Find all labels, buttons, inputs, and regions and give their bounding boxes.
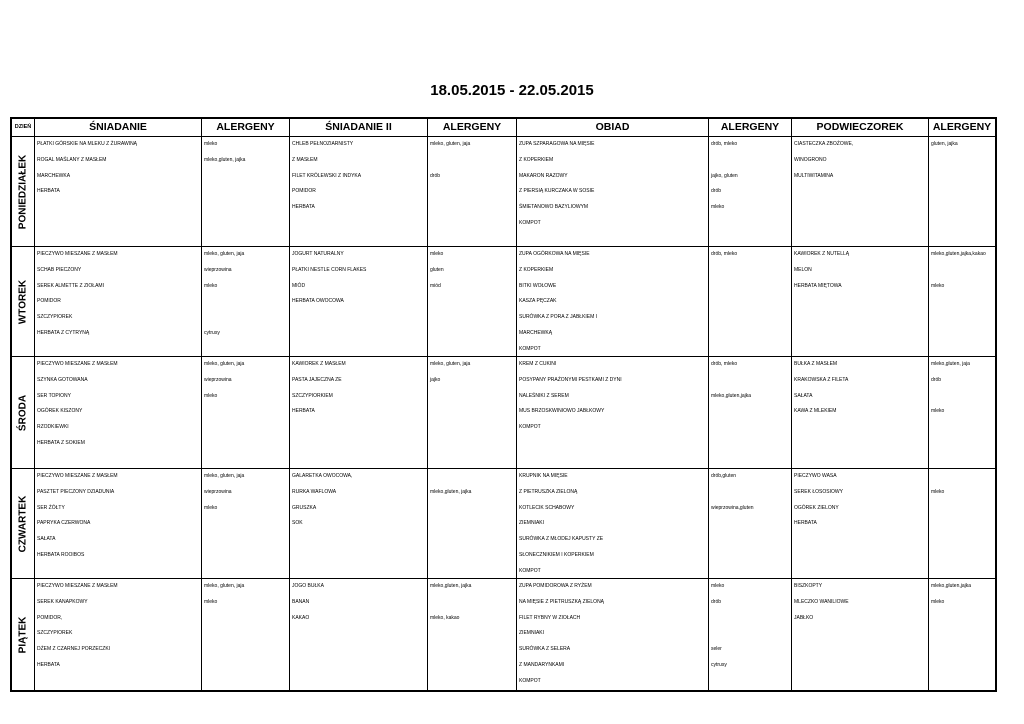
- menu-line: SZCZYPIORKIEM: [292, 392, 333, 399]
- header-podwieczorek: PODWIECZOREK: [816, 121, 904, 133]
- menu-line: PŁATKI NESTLE CORN FLAKES: [292, 266, 367, 273]
- menu-cell-obiad: [517, 469, 708, 578]
- menu-cell-alergeny2: [428, 469, 516, 578]
- menu-line: MAKARON RAZOWY: [519, 172, 568, 179]
- menu-line: MARCHEWKA: [37, 172, 71, 179]
- menu-line: ZIEMNIAKI: [519, 630, 545, 637]
- menu-line: KOMPOT: [519, 424, 541, 431]
- menu-line: ZUPA OGÓRKOWA NA MIĘSIE: [519, 251, 590, 257]
- menu-cell-alergeny2: [428, 247, 516, 356]
- menu-line: KOMPOT: [519, 677, 541, 684]
- menu-line: POSYPANY PRAŻONYMI PESTKAMI Z DYNI: [519, 376, 622, 383]
- menu-line: Z MANDARYNKAMI: [519, 661, 565, 668]
- menu-line: drób, mleko: [711, 361, 738, 367]
- menu-line: Z PIETRUSZKA ZIELONĄ: [519, 488, 578, 495]
- menu-cell-alergeny2: [428, 357, 516, 468]
- menu-line: HERBATA: [794, 520, 817, 527]
- menu-line: SŁONECZNIKIEM I KOPERKIEM: [519, 551, 594, 558]
- header-sniadanie: ŚNIADANIE: [89, 121, 147, 133]
- day-label: [12, 469, 34, 578]
- menu-line: ROGAL MAŚLANY Z MASŁEM: [37, 156, 107, 163]
- menu-cell-alergeny1: [202, 137, 289, 246]
- menu-line: cytrusy: [711, 661, 727, 668]
- menu-line: [428, 153, 516, 169]
- menu-line: [929, 263, 995, 279]
- menu-line: NALEŚNIKI Z SEREM: [519, 392, 569, 399]
- menu-line: KRAKOWSKA Z FILETA: [794, 376, 849, 383]
- menu-line: HERBATA: [37, 188, 60, 195]
- menu-line: OGÓREK ZIELONY: [794, 504, 839, 511]
- menu-cell-alergeny3: [709, 579, 791, 690]
- menu-line: KAWA Z MLEKIEM: [794, 408, 837, 415]
- menu-line: POMIDOR: [37, 298, 61, 305]
- day-name: WTOREK: [17, 279, 29, 324]
- page-title: 18.05.2015 - 22.05.2015: [430, 82, 594, 99]
- menu-line: PIECZYWO WASA: [794, 473, 837, 479]
- menu-line: mleko,gluten, jajka: [430, 488, 472, 495]
- menu-cell-alergeny3: [709, 137, 791, 246]
- menu-line: SEREK ALMETTE Z ZIOŁAMI: [37, 282, 104, 289]
- menu-cell-alergeny4: [929, 357, 995, 468]
- menu-line: PIECZYWO MIESZANE Z MASŁEM: [37, 473, 118, 479]
- menu-line: ZUPA SZPARAGOWA NA MIĘSIE: [519, 141, 595, 147]
- menu-cell-podwieczorek: [792, 137, 928, 246]
- menu-line: cytrusy: [204, 329, 220, 336]
- menu-line: SZCZYPIOREK: [37, 630, 73, 637]
- menu-line: jajko: [430, 376, 441, 383]
- menu-line: HERBATA ROOIBOS: [37, 551, 85, 558]
- menu-line: MUS BRZOSKWINIOWO JABŁKOWY: [519, 408, 605, 415]
- menu-line: mleko: [204, 141, 218, 147]
- menu-line: JOGO BUŁKA: [292, 583, 324, 589]
- menu-cell-sniadanie: [35, 137, 201, 246]
- menu-line: HERBATA: [292, 408, 315, 415]
- menu-line: drób,gluten: [711, 473, 737, 479]
- day-name: PIĄTEK: [17, 616, 29, 653]
- menu-line: SOK: [292, 520, 303, 527]
- menu-cell-podwieczorek: [792, 469, 928, 578]
- day-label: [12, 357, 34, 468]
- menu-line: CHLEB PEŁNOZIARNISTY: [292, 141, 354, 147]
- header-dzien: DZIEŃ: [14, 124, 32, 130]
- menu-line: wieprzowina: [204, 488, 232, 495]
- menu-line: BISZKOPTY: [794, 583, 823, 589]
- day-label: [12, 137, 34, 246]
- menu-cell-alergeny2: [428, 137, 516, 246]
- menu-line: KAWIOREK Z MASŁEM: [292, 361, 346, 367]
- menu-line: POMIDOR,: [37, 614, 63, 621]
- menu-line: SURÓWKA Z SELERA: [519, 646, 571, 653]
- day-label: [12, 247, 34, 356]
- menu-line: PASZTET PIECZONY DZIADUNIA: [37, 488, 115, 495]
- menu-cell-alergeny3: [709, 357, 791, 468]
- menu-line: jajko, gluten: [711, 172, 738, 179]
- menu-cell-sniadanie: [35, 579, 201, 690]
- menu-line: mleko, kakao: [430, 614, 460, 621]
- menu-line: PIECZYWO MIESZANE Z MASŁEM: [37, 361, 118, 367]
- menu-line: mleko, gluten, jaja: [204, 251, 245, 257]
- header-alergeny-1: ALERGENY: [216, 121, 275, 133]
- menu-line: MLECZKO WANILIOWE: [794, 598, 849, 605]
- menu-line: mleko: [204, 598, 218, 605]
- menu-cell-obiad: [517, 247, 708, 356]
- menu-line: RZODKIEWKI: [37, 424, 69, 431]
- menu-cell-alergeny3: [709, 247, 791, 356]
- menu-line: mleko: [931, 408, 945, 415]
- menu-line: SER ŻÓŁTY: [37, 504, 65, 511]
- menu-line: drób: [430, 172, 441, 179]
- menu-line: [929, 389, 995, 405]
- menu-line: mleko: [711, 583, 725, 589]
- menu-line: [202, 294, 289, 310]
- menu-line: POMIDOR: [292, 188, 316, 195]
- menu-line: SEREK KANAPKOWY: [37, 598, 88, 605]
- menu-line: mleko: [204, 392, 218, 399]
- header-obiad: OBIAD: [595, 121, 630, 133]
- menu-line: CIASTECZKA ZBOŻOWE,: [794, 141, 854, 147]
- menu-cell-sniadanie2: [290, 137, 427, 246]
- day-name: ŚRODA: [17, 394, 29, 431]
- menu-line: drób: [931, 376, 942, 383]
- menu-line: PŁATKI GÓRSKIE NA MLEKU Z ŻURAWINĄ: [37, 141, 138, 147]
- menu-line: JOGURT NATURALNY: [292, 251, 344, 257]
- menu-line: PASTA JAJECZNA ZE: [292, 376, 342, 383]
- menu-line: mleko, gluten, jaja: [430, 141, 471, 147]
- menu-line: PIECZYWO MIESZANE Z MASŁEM: [37, 583, 118, 589]
- menu-line: SEREK ŁOSOSIOWY: [794, 488, 843, 495]
- menu-cell-alergeny1: [202, 469, 289, 578]
- header-alergeny-3: ALERGENY: [720, 121, 780, 133]
- menu-cell-sniadanie2: [290, 469, 427, 578]
- menu-line: [709, 626, 791, 642]
- menu-line: [709, 153, 791, 169]
- menu-line: OGÓREK KISZONY: [37, 408, 83, 415]
- menu-line: gluten, jajka: [931, 141, 958, 147]
- menu-line: HERBATA Z CYTRYNĄ: [37, 329, 90, 336]
- day-name: PONIEDZIAŁEK: [17, 154, 29, 229]
- menu-cell-sniadanie: [35, 247, 201, 356]
- menu-line: mleko: [711, 204, 725, 211]
- menu-line: ZIEMNIAKI: [519, 520, 545, 527]
- menu-line: KOTLECIK SCHABOWY: [519, 504, 575, 511]
- menu-cell-alergeny1: [202, 579, 289, 690]
- menu-line: SURÓWKA Z MŁODEJ KAPUSTY ZE: [519, 536, 604, 543]
- menu-line: SZYNKA GOTOWANA: [37, 376, 88, 383]
- menu-line: RURKA WAFLOWA: [292, 488, 337, 495]
- menu-line: mleko, gluten, jaja: [204, 583, 245, 589]
- menu-line: [709, 373, 791, 389]
- menu-line: mleko, gluten, jaja: [430, 361, 471, 367]
- menu-line: KOMPOT: [519, 567, 541, 574]
- menu-cell-alergeny1: [202, 357, 289, 468]
- menu-line: KAWIOREK Z NUTELLĄ: [794, 251, 850, 257]
- menu-line: KAKAO: [292, 614, 310, 621]
- menu-line: [428, 469, 516, 485]
- menu-line: drób, mleko: [711, 141, 738, 147]
- menu-line: BITKI WOŁOWE: [519, 282, 557, 289]
- menu-cell-obiad: [517, 357, 708, 468]
- menu-line: mleko,gluten, jajka: [430, 583, 472, 589]
- menu-line: mleko,gluten, jajka: [204, 156, 246, 163]
- menu-line: mleko: [931, 598, 945, 605]
- menu-line: KOMPOT: [519, 219, 541, 226]
- menu-line: KOMPOT: [519, 345, 541, 352]
- menu-line: mleko: [204, 504, 218, 511]
- menu-line: ŚMIETANOWO BAZYLIOWYM: [519, 204, 589, 211]
- menu-line: SURÓWKA Z PORA Z JABŁKIEM I: [519, 314, 598, 321]
- header-sniadanie-ii: ŚNIADANIE II: [325, 121, 392, 133]
- menu-line: JABŁKO: [794, 614, 814, 621]
- menu-line: drób, mleko: [711, 251, 738, 257]
- menu-cell-alergeny4: [929, 247, 995, 356]
- menu-line: SAŁATA: [37, 536, 56, 543]
- menu-line: HERBATA OWOCOWA: [292, 298, 344, 305]
- menu-cell-obiad: [517, 137, 708, 246]
- menu-line: GALARETKA OWOCOWA,: [292, 473, 353, 479]
- menu-cell-alergeny2: [428, 579, 516, 690]
- menu-cell-podwieczorek: [792, 247, 928, 356]
- menu-line: KRUPNIK NA MIĘSIE: [519, 473, 568, 479]
- menu-cell-alergeny4: [929, 469, 995, 578]
- menu-line: MARCHEWKĄ: [519, 329, 553, 336]
- menu-line: [709, 611, 791, 627]
- menu-line: MULTIWITAMINA: [794, 172, 834, 179]
- menu-line: SZCZYPIOREK: [37, 314, 73, 321]
- menu-cell-obiad: [517, 579, 708, 690]
- menu-line: wieprzowina,gluten: [711, 504, 754, 511]
- menu-line: wieprzowina: [204, 376, 232, 383]
- menu-line: DŻEM Z CZARNEJ PORZECZKI: [37, 646, 111, 653]
- menu-line: mleko,gluten,jajka: [711, 392, 752, 399]
- menu-line: HERBATA: [37, 661, 60, 668]
- menu-line: FILET KRÓLEWSKI Z INDYKA: [292, 172, 362, 179]
- menu-line: gluten: [430, 266, 444, 273]
- menu-line: mleko: [931, 282, 945, 289]
- menu-cell-sniadanie2: [290, 247, 427, 356]
- menu-line: PIECZYWO MIESZANE Z MASŁEM: [37, 251, 118, 257]
- menu-line: MELON: [794, 266, 812, 273]
- menu-line: WINOGRONO: [794, 156, 827, 163]
- menu-line: SCHAB PIECZONY: [37, 266, 82, 273]
- menu-line: drób: [711, 188, 722, 195]
- menu-line: [709, 485, 791, 501]
- menu-line: SER TOPIONY: [37, 392, 71, 399]
- menu-line: MIÓD: [292, 282, 306, 289]
- menu-line: HERBATA MIĘTOWA: [794, 282, 842, 289]
- menu-line: KASZA PĘCZAK: [519, 298, 557, 305]
- day-name: CZWARTEK: [17, 495, 29, 552]
- menu-line: BUŁKA Z MASŁEM: [794, 361, 838, 367]
- menu-line: Z KOPERKIEM: [519, 156, 554, 163]
- menu-line: mleko: [204, 282, 218, 289]
- menu-line: Z MASŁEM: [292, 156, 318, 163]
- menu-line: HERBATA Z SOKIEM: [37, 439, 85, 446]
- menu-cell-sniadanie: [35, 469, 201, 578]
- header-alergeny-2: ALERGENY: [442, 121, 502, 133]
- menu-line: mleko,gluten,jajka,kakao: [931, 251, 986, 257]
- menu-line: KREM Z CUKINI: [519, 361, 557, 367]
- day-label: [12, 579, 34, 690]
- menu-line: PAPRYKA CZERWONA: [37, 520, 91, 527]
- menu-line: mleko, gluten, jaja: [204, 473, 245, 479]
- menu-line: wieprzowina: [204, 266, 232, 273]
- menu-cell-podwieczorek: [792, 357, 928, 468]
- menu-cell-alergeny3: [709, 469, 791, 578]
- menu-line: [202, 310, 289, 326]
- menu-line: Z PIERSIĄ KURCZAKA W SOSIE: [519, 188, 595, 195]
- menu-line: FILET RYBNY W ZIOŁACH: [519, 614, 581, 621]
- menu-line: mleko,gluten,jajka: [931, 583, 972, 589]
- menu-line: [929, 469, 995, 485]
- menu-line: GRUSZKA: [292, 504, 317, 511]
- menu-line: miód: [430, 282, 441, 289]
- menu-line: mleko: [430, 251, 444, 257]
- menu-line: ZUPA POMIDOROWA Z RYŻEM: [519, 583, 592, 589]
- menu-line: HERBATA: [292, 204, 315, 211]
- menu-cell-sniadanie: [35, 357, 201, 468]
- menu-cell-alergeny4: [929, 137, 995, 246]
- menu-line: mleko,gluten, jaja: [931, 361, 970, 367]
- header-alergeny-4: ALERGENY: [932, 121, 992, 133]
- menu-cell-podwieczorek: [792, 579, 928, 690]
- menu-line: seler: [711, 646, 722, 653]
- menu-table: [10, 117, 997, 692]
- menu-line: [428, 595, 516, 611]
- menu-line: drób: [711, 598, 722, 605]
- menu-line: BANAN: [292, 598, 310, 605]
- menu-line: NA MIĘSIE Z PIETRUSZKĄ ZIELONĄ: [519, 598, 605, 605]
- menu-line: SAŁATA: [794, 392, 813, 399]
- menu-line: mleko: [931, 488, 945, 495]
- menu-cell-sniadanie2: [290, 579, 427, 690]
- menu-line: Z KOPERKIEM: [519, 266, 554, 273]
- menu-line: mleko, gluten, jaja: [204, 361, 245, 367]
- menu-cell-sniadanie2: [290, 357, 427, 468]
- menu-cell-alergeny4: [929, 579, 995, 690]
- menu-cell-alergeny1: [202, 247, 289, 356]
